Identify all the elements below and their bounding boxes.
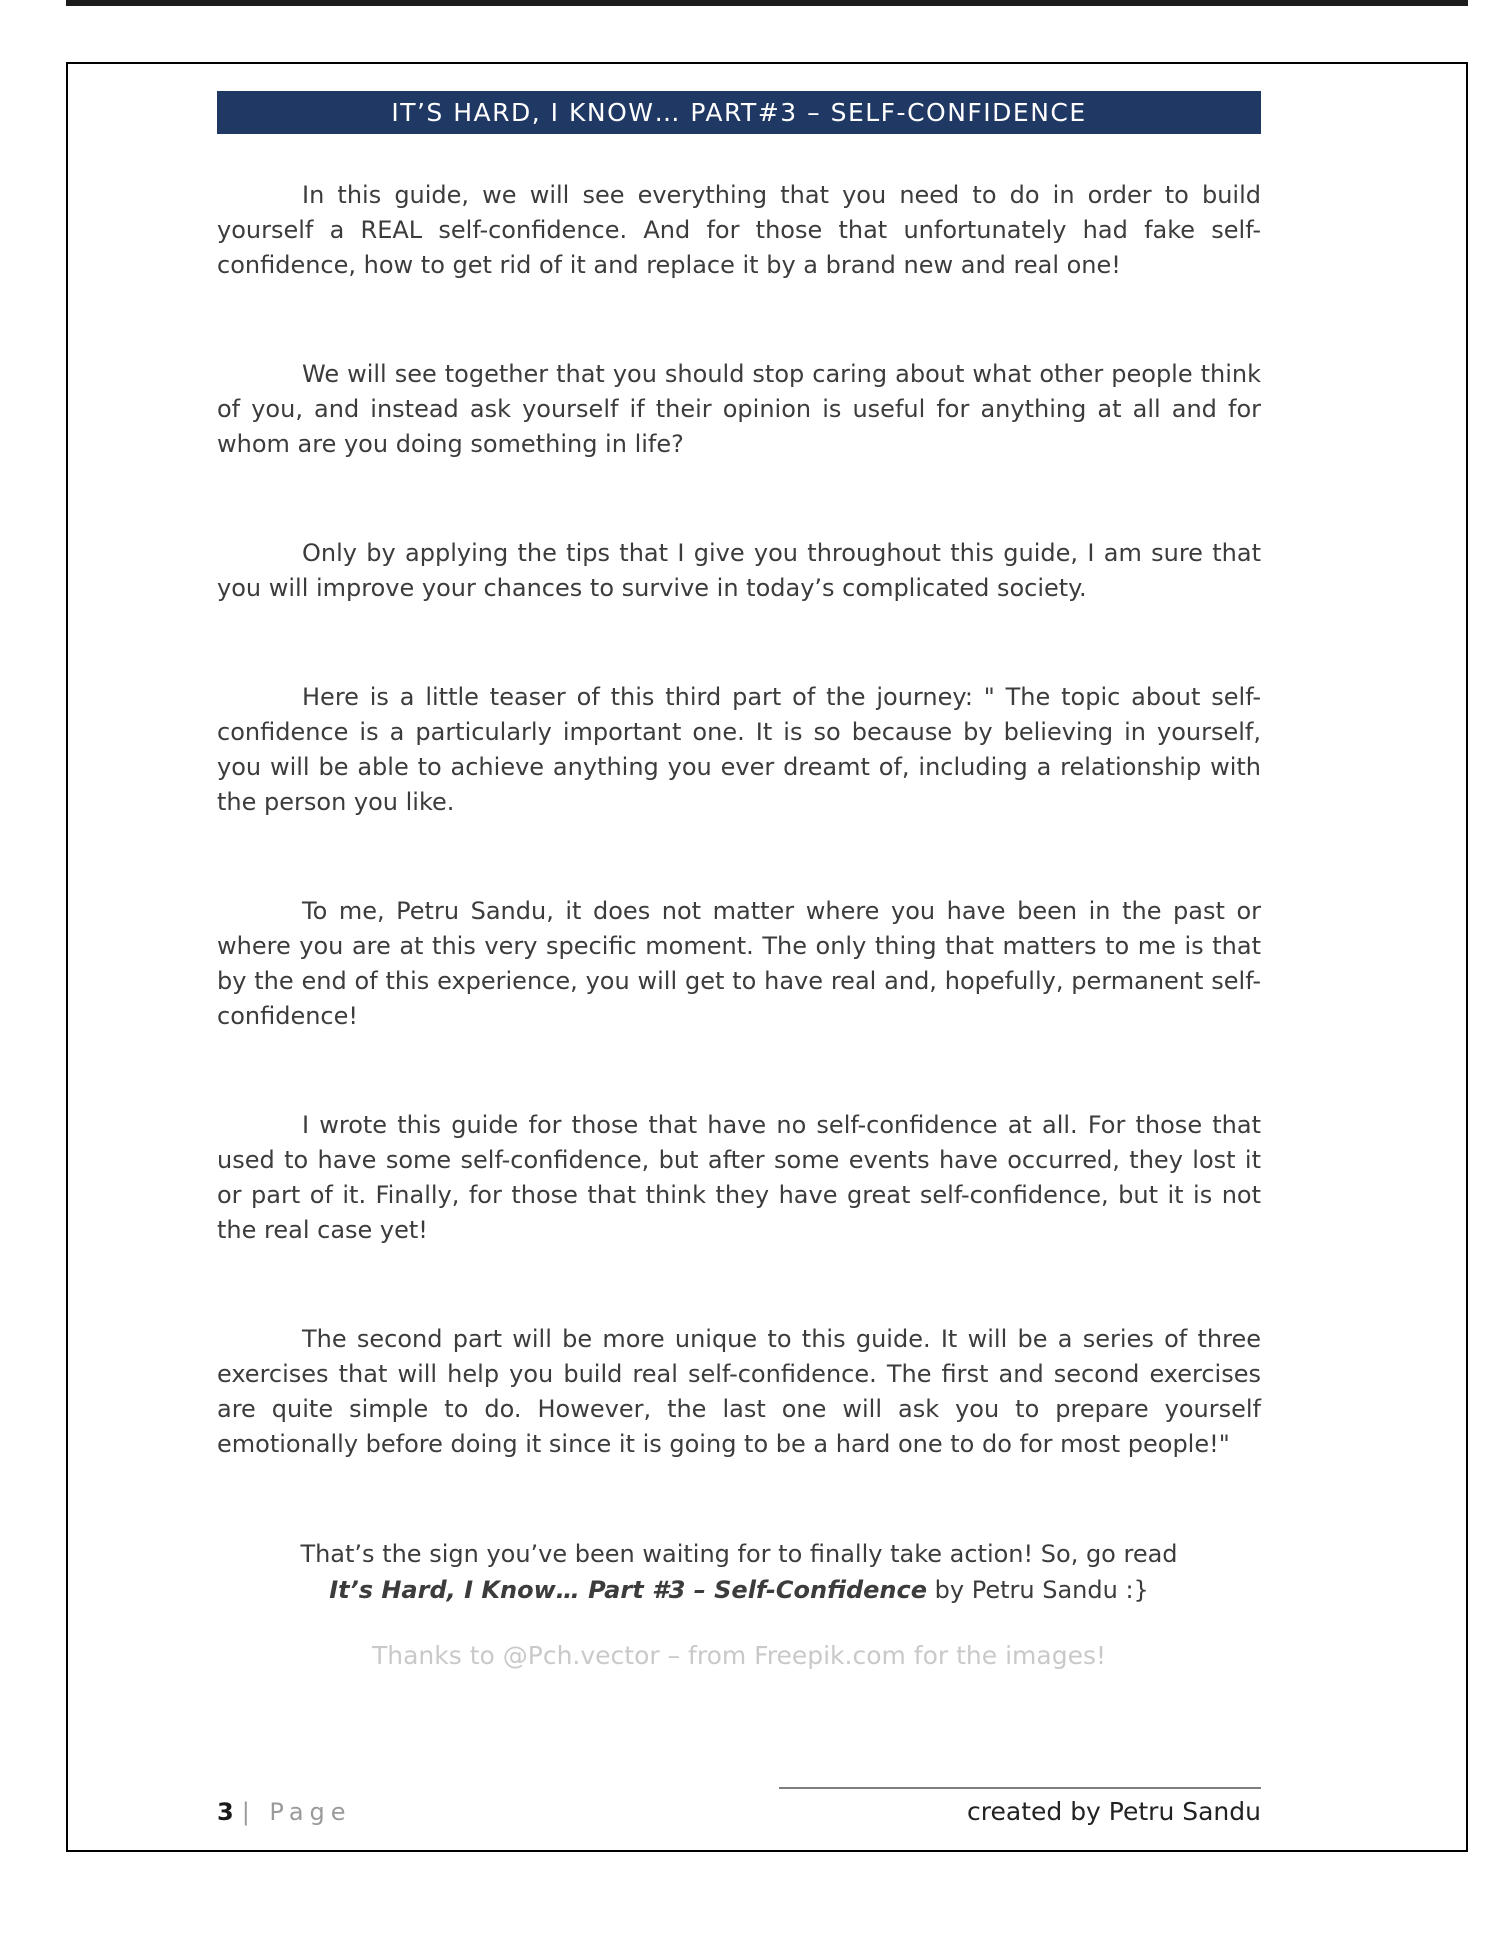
page-content xyxy=(68,64,1466,1673)
document-title-bar xyxy=(217,91,1261,134)
book-title: It’s Hard, I Know… Part #3 – Self-Confidence xyxy=(329,1576,928,1604)
document-title: IT’S HARD, I KNOW… PART#3 – SELF-CONFIDENCE xyxy=(391,98,1087,127)
cta-line1: That’s the sign you’ve been waiting for to finally take action! So, go read xyxy=(300,1540,1178,1568)
body-paragraph: We will see together that you should stop caring about what other people think of you, and instead ask yourself if their opinion is useful for anything at all and for whom are you doing something in life? xyxy=(217,360,1261,458)
cta-suffix: by Petru Sandu :} xyxy=(927,1576,1149,1604)
cta-line2 xyxy=(217,1572,1261,1608)
body-paragraph: Only by applying the tips that I give you throughout this guide, I am sure that you will improve your chances to survive in today’s complicated society. xyxy=(217,539,1261,602)
page-number: 3 xyxy=(217,1798,234,1826)
body-paragraph: Here is a little teaser of this third part of the journey: " The topic about self-confidence is a particularly important one. It is so because by believing in yourself, you will be able to achieve anything you ever dreamt of, including a relationship with the person you like. xyxy=(217,683,1261,816)
body-paragraph: To me, Petru Sandu, it does not matter where you have been in the past or where you are at this very specific moment. The only thing that matters to me is that by the end of this experience, you will get to have real and, hopefully, permanent self-confidence! xyxy=(217,897,1261,1030)
body-paragraph: The second part will be more unique to this guide. It will be a series of three exercises that will help you build real self-confidence. The first and second exercises are quite simple to do. However, the last one will ask you to prepare yourself emotionally before doing it since it is going to be a hard one to do for most people!" xyxy=(217,1325,1261,1458)
page-number-area xyxy=(217,1798,352,1826)
footer-author: created by Petru Sandu xyxy=(779,1787,1261,1826)
page-word: | Page xyxy=(241,1798,352,1826)
page-border-frame xyxy=(66,62,1468,1852)
body-paragraph: I wrote this guide for those that have no self-confidence at all. For those that used to have some self-confidence, but after some events have occurred, they lost it or part of it. Finally, for those that think they have great self-confidence, but it is not the real case yet! xyxy=(217,1111,1261,1244)
call-to-action xyxy=(217,1536,1261,1608)
page-top-edge xyxy=(66,0,1468,6)
page-footer xyxy=(217,1787,1261,1826)
body-paragraph: In this guide, we will see everything that you need to do in order to build yourself a REAL self-confidence. And for those that unfortunately had fake self-confidence, how to get rid of it and replace it by a brand new and real one! xyxy=(217,181,1261,279)
image-credits: Thanks to @Pch.vector – from Freepik.com for the images! xyxy=(371,1641,1107,1670)
